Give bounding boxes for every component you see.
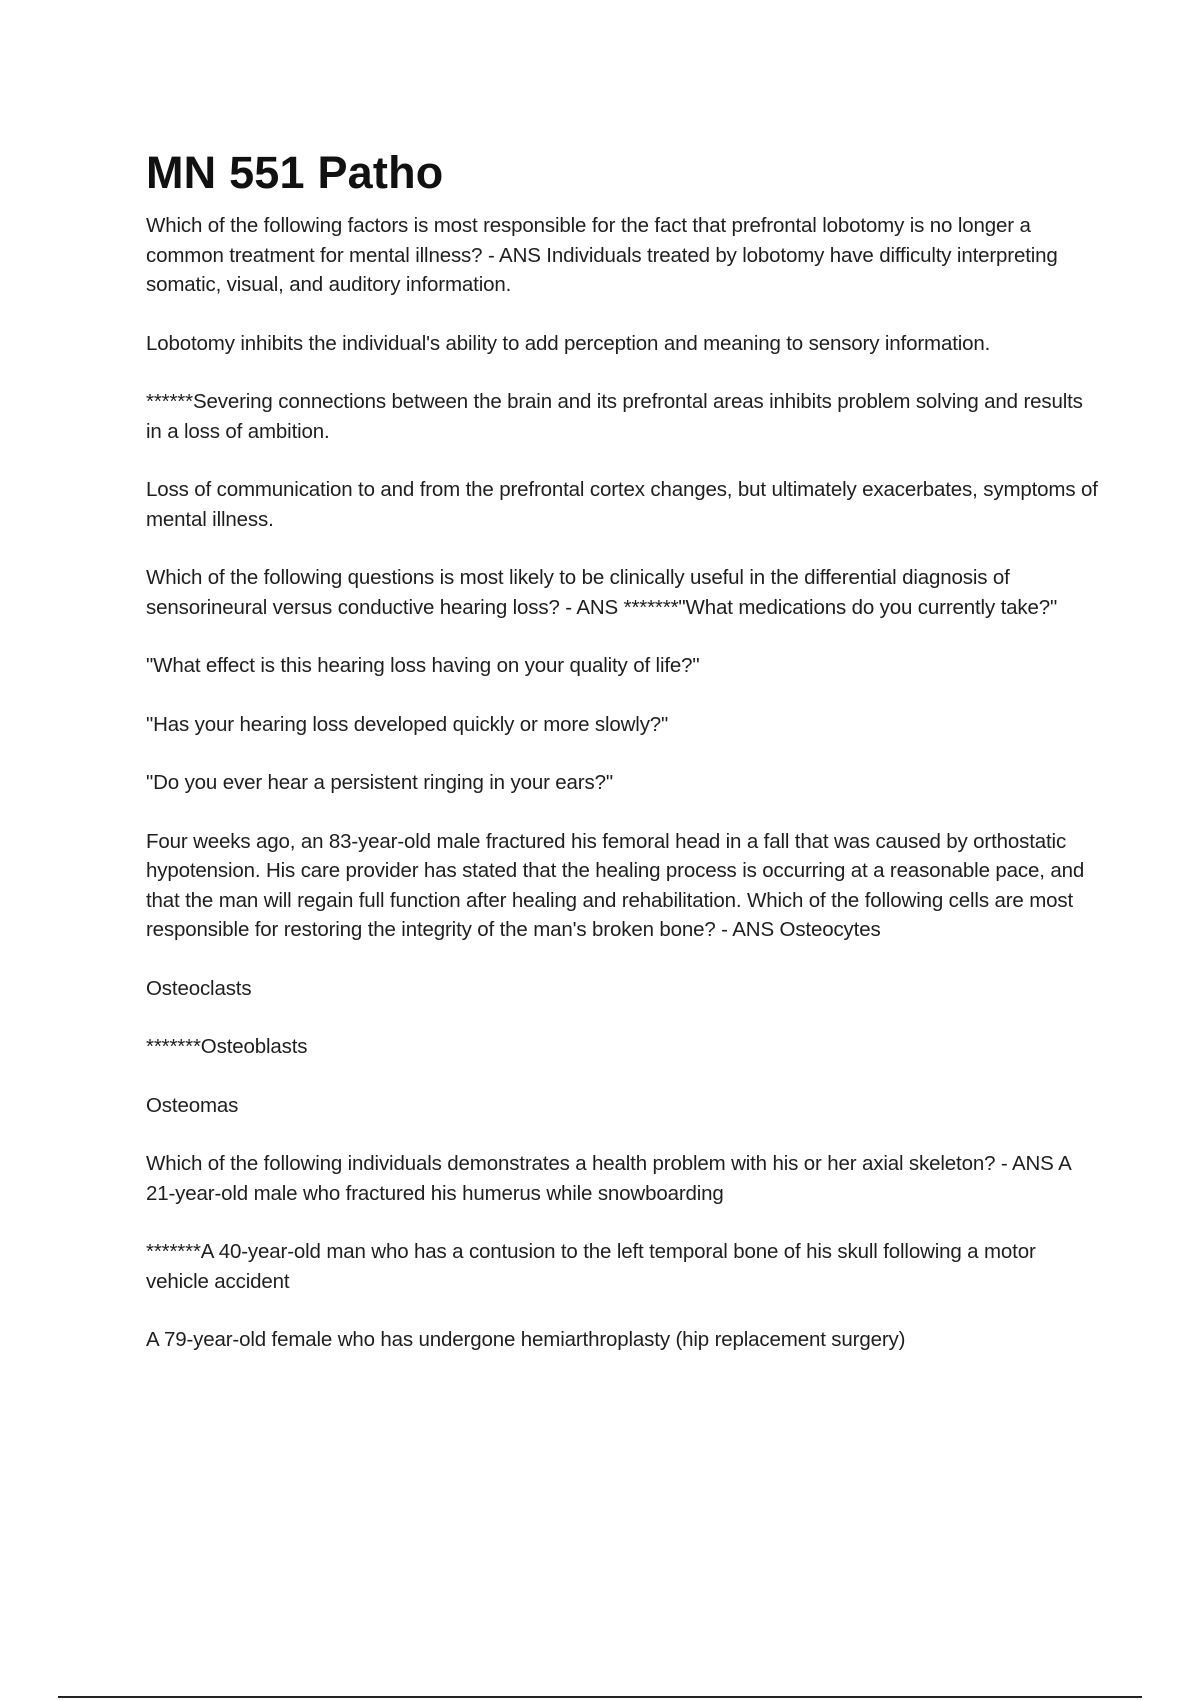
question-3-option-d: Osteomas	[146, 1093, 239, 1117]
page-bottom-divider	[58, 1696, 1142, 1698]
question-4-stem: Which of the following individuals demonstrates a health problem with his or her axial skeleton? - ANS A 21-year-old male who fractured his humerus while snowboarding	[146, 1152, 1071, 1205]
question-3-option-b: Osteoclasts	[146, 976, 252, 1000]
question-1-option-c: ******Severing connections between the brain and its prefrontal areas inhibits problem solving and results in a loss of ambition.	[146, 390, 1083, 443]
question-3-option-c: *******Osteoblasts	[146, 1035, 308, 1058]
question-1-option-b: Lobotomy inhibits the individual's ability to add perception and meaning to sensory information.	[146, 331, 991, 355]
question-2-option-b: "What effect is this hearing loss having on your quality of life?"	[146, 654, 700, 677]
question-4-option-b: *******A 40-year-old man who has a contusion to the left temporal bone of his skull following a motor vehicle accident	[146, 1240, 1036, 1293]
question-3-stem: Four weeks ago, an 83-year-old male fractured his femoral head in a fall that was caused by orthostatic hypotension. His care provider has stated that the healing process is occurring at a reasonable pace, and that the man will regain full function after healing and rehabilitation. Which of the following cells are most responsible for restoring the integrity of the man's broken bone? - ANS Osteocytes	[146, 829, 1085, 941]
document-page	[146, 146, 1101, 1384]
question-2-option-c: "Has your hearing loss developed quickly or more slowly?"	[146, 712, 669, 736]
question-1-option-d: Loss of communication to and from the prefrontal cortex changes, but ultimately exacerbates, symptoms of mental illness.	[146, 478, 1098, 531]
question-2-option-d: "Do you ever hear a persistent ringing in your ears?"	[146, 771, 613, 794]
question-2-stem: Which of the following questions is most likely to be clinically useful in the differential diagnosis of sensorineural versus conductive hearing loss? - ANS *******"What medications do you currently take?"	[146, 566, 1058, 619]
document-title: MN 551 Patho	[146, 147, 444, 198]
question-1-stem: Which of the following factors is most responsible for the fact that prefrontal lobotomy is no longer a common treatment for mental illness? - ANS Individuals treated by lobotomy have difficulty interpreting somatic, visual, and auditory information.	[146, 214, 1058, 296]
question-4-option-c: A 79-year-old female who has undergone hemiarthroplasty (hip replacement surgery)	[146, 1328, 906, 1351]
